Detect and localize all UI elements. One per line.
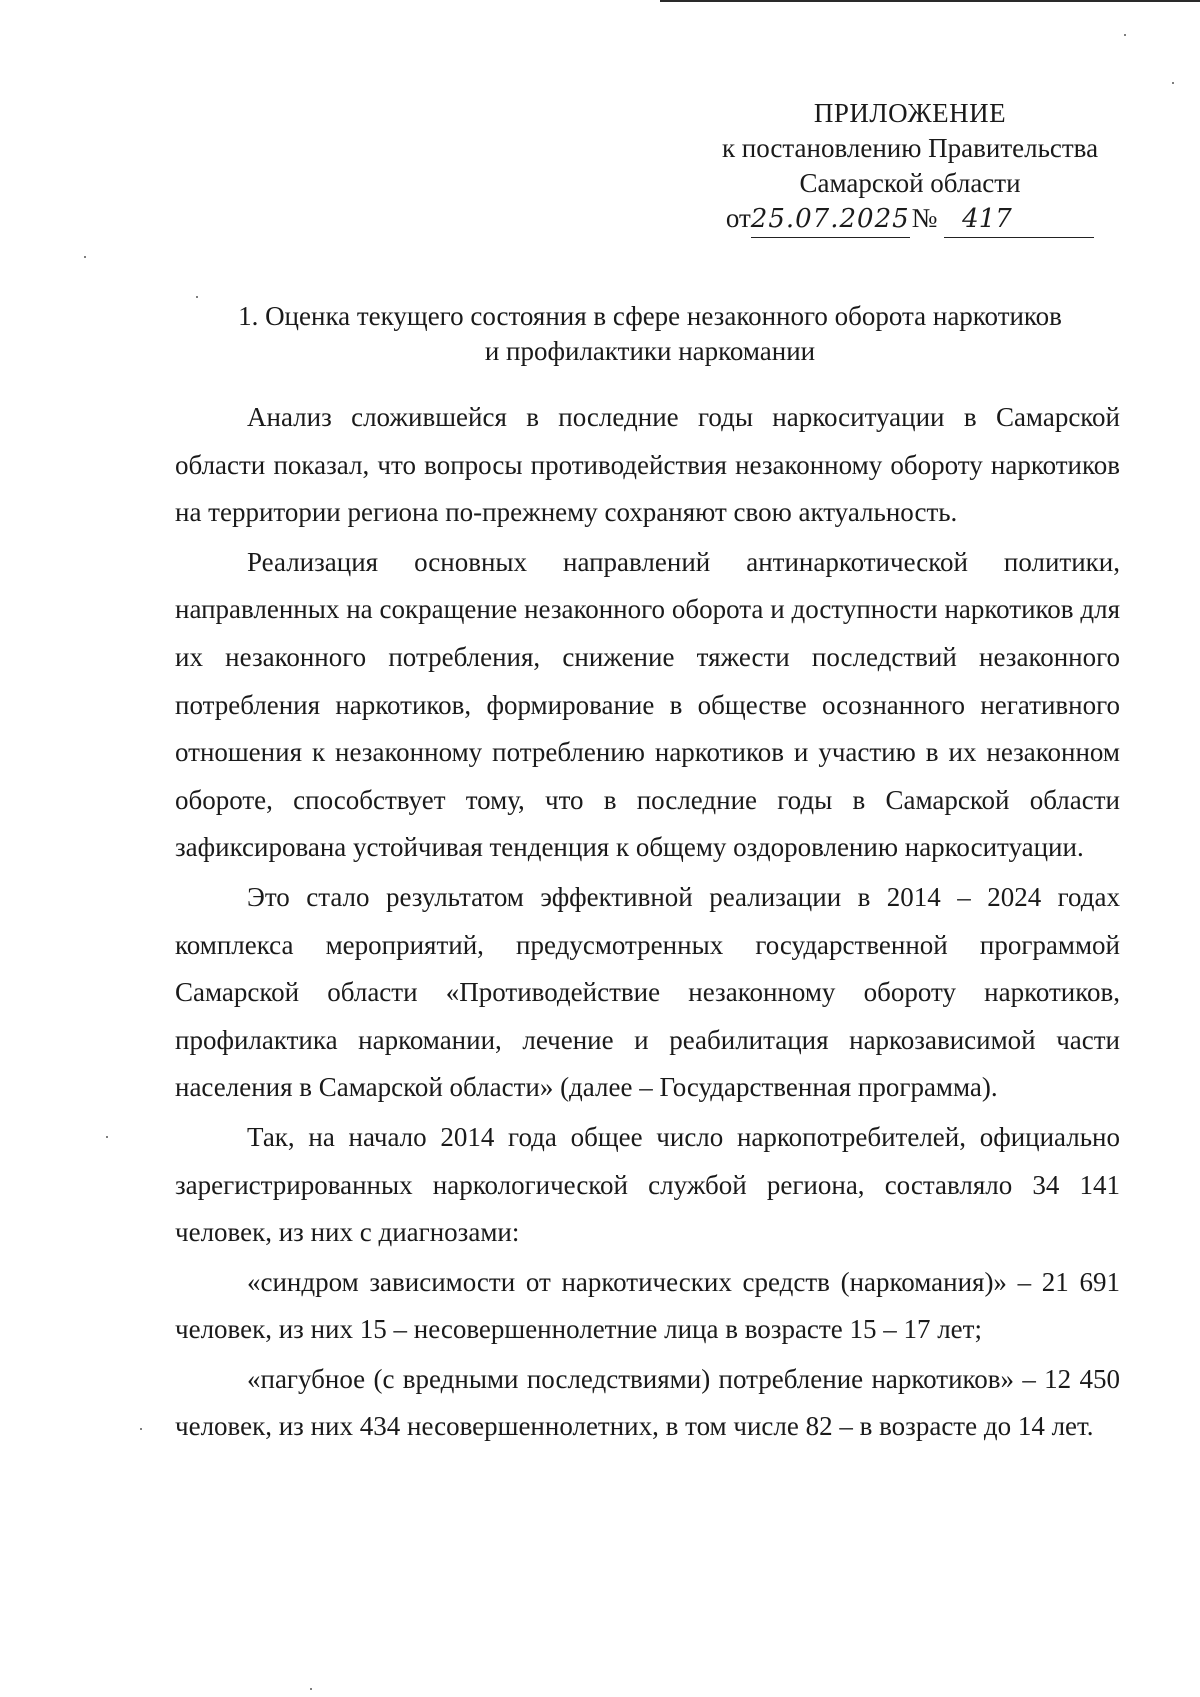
appendix-title: ПРИЛОЖЕНИЕ: [813, 98, 1007, 128]
top-border-line: [660, 0, 1200, 2]
appendix-region-line: Самарской области: [799, 168, 1021, 198]
scan-speck: [106, 1136, 108, 1138]
paragraph: «пагубное (с вредными последствиями) потребление наркотиков» – 12 450 человек, из них 434 несовершеннолетних, в том числе 82 – в возрасте до 14 лет.: [175, 1363, 1120, 1442]
handwritten-number: 417: [944, 202, 1094, 238]
paragraph: Так, на начало 2014 года общее число наркопотребителей, официально зарегистрированных наркологической службой региона, составляло 34 141 человек, из них с диагнозами:: [175, 1121, 1120, 1248]
date-prefix-label: от: [725, 203, 751, 233]
paragraph: Реализация основных направлений антинаркотической политики, направленных на сокращение незаконного оборота и доступности наркотиков для их незаконного потребления, снижение тяжести последствий незаконного потребления наркотиков, формирование в обществе осознанного негативного отношения к незаконному потреблению наркотиков и участию в их незаконном обороте, способствует тому, что в последние годы в Самарской области зафиксирована устойчивая тенденция к общему оздоровлению наркоситуации.: [175, 546, 1120, 863]
scan-speck: [310, 1688, 312, 1690]
paragraph: Это стало результатом эффективной реализации в 2014 – 2024 годах комплекса мероприятий, предусмотренных государственной программой Самарской области «Противодействие незаконному обороту наркотиков, профилактика наркомании, лечение и реабилитация наркозависимой части населения в Самарской области» (далее – Государственная программа).: [175, 881, 1120, 1103]
appendix-resolution-line: к постановлению Правительства: [721, 133, 1099, 163]
appendix-header: [700, 96, 1120, 238]
handwritten-date: 25.07.2025: [751, 202, 910, 238]
paragraph: Анализ сложившейся в последние годы наркоситуации в Самарской области показал, что вопросы противодействия незаконному обороту наркотиков на территории региона по-прежнему сохраняют свою актуальность.: [175, 402, 1120, 528]
paragraph: «синдром зависимости от наркотических средств (наркомания)» – 21 691 человек, из них 15 – несовершеннолетние лица в возрасте 15 – 17 лет;: [175, 1266, 1120, 1345]
scan-speck: [1124, 34, 1126, 36]
section-heading: [175, 299, 1125, 369]
document-body: [175, 394, 1120, 1451]
scan-speck: [196, 296, 198, 298]
number-sign-label: №: [911, 203, 938, 233]
scan-speck: [84, 256, 86, 258]
scan-speck: [1172, 82, 1174, 84]
scan-speck: [140, 1428, 142, 1430]
section-heading-line-1: 1. Оценка текущего состояния в сфере незаконного оборота наркотиков: [238, 301, 1062, 331]
section-heading-line-2: и профилактики наркомании: [484, 336, 816, 366]
appendix-date-number-line: [700, 201, 1120, 238]
